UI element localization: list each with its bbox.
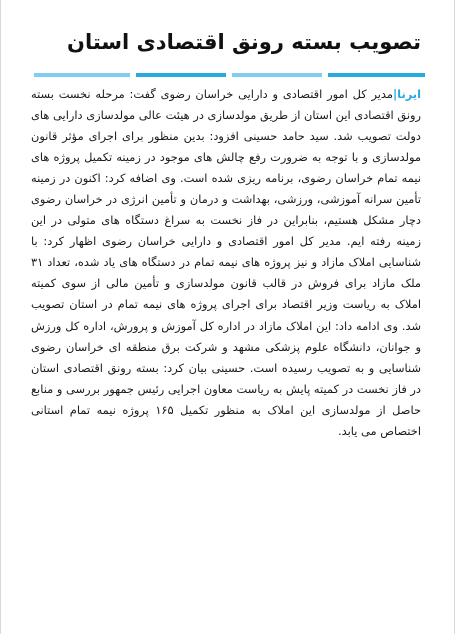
title-rule-segment <box>136 73 226 77</box>
title-rule-segment <box>328 73 425 77</box>
article-text: مدیر کل امور اقتصادی و دارایی خراسان رضوی گفت: مرحله نخست بسته رونق اقتصادی این استان از طریق مولدسازی در هیئت عالی مولدسازی دارایی های دولت تصویب شد. سید حامد حسینی افزود: بدین منظور برای اجرای مؤثر قانون مولدسازی و با توجه به ضرورت رفع چالش های موجود در زمینه تکمیل پروژه های نیمه تمام خراسان رضوی، برنامه ریزی شده است. وی اضافه کرد: اکنون در زمینه تأمین سرانه آموزشی، ورزشی، بهداشت و درمان و تأمین انرژی در خراسان رضوی دچار مشکل هستیم، بنابراین در فاز نخست به سراغ دستگاه های متولی در این زمینه رفته ایم. مدیر کل امور اقتصادی و دارایی خراسان رضوی اظهار کرد: با شناسایی املاک مازاد و نیز پروژه های نیمه تمام در دستگاه های یاد شده، تعداد ۳۱ ملک مازاد برای فروش در قالب قانون مولدسازی و تأمین مالی از سوی کمیته املاک به ریاست وزیر اقتصاد برای اجرای پروژه های نیمه تمام در استان تصویب شد. وی ادامه داد: این املاک مازاد در اداره کل آموزش و پرورش، اداره کل ورزش و جوانان، دانشگاه علوم پزشکی مشهد و شرکت برق منطقه ای خراسان رضوی شناسایی و به تصویب رسیده است. حسینی بیان کرد: بسته رونق اقتصادی استان در فاز نخست در کمیته پایش به ریاست معاون اجرایی رئیس جمهور بررسی و منابع حاصل از مولدسازی این املاک به منظور تکمیل ۱۶۵ پروژه نیمه تمام استانی اختصاص می یابد. <box>31 87 421 438</box>
agency-separator: | <box>393 87 398 101</box>
headline: تصویب بسته رونق اقتصادی استان <box>67 30 421 54</box>
news-agency-label: ایرنا <box>397 87 421 101</box>
title-rule-segment <box>34 73 130 77</box>
article-body <box>31 84 421 442</box>
title-rule-segment <box>232 73 322 77</box>
